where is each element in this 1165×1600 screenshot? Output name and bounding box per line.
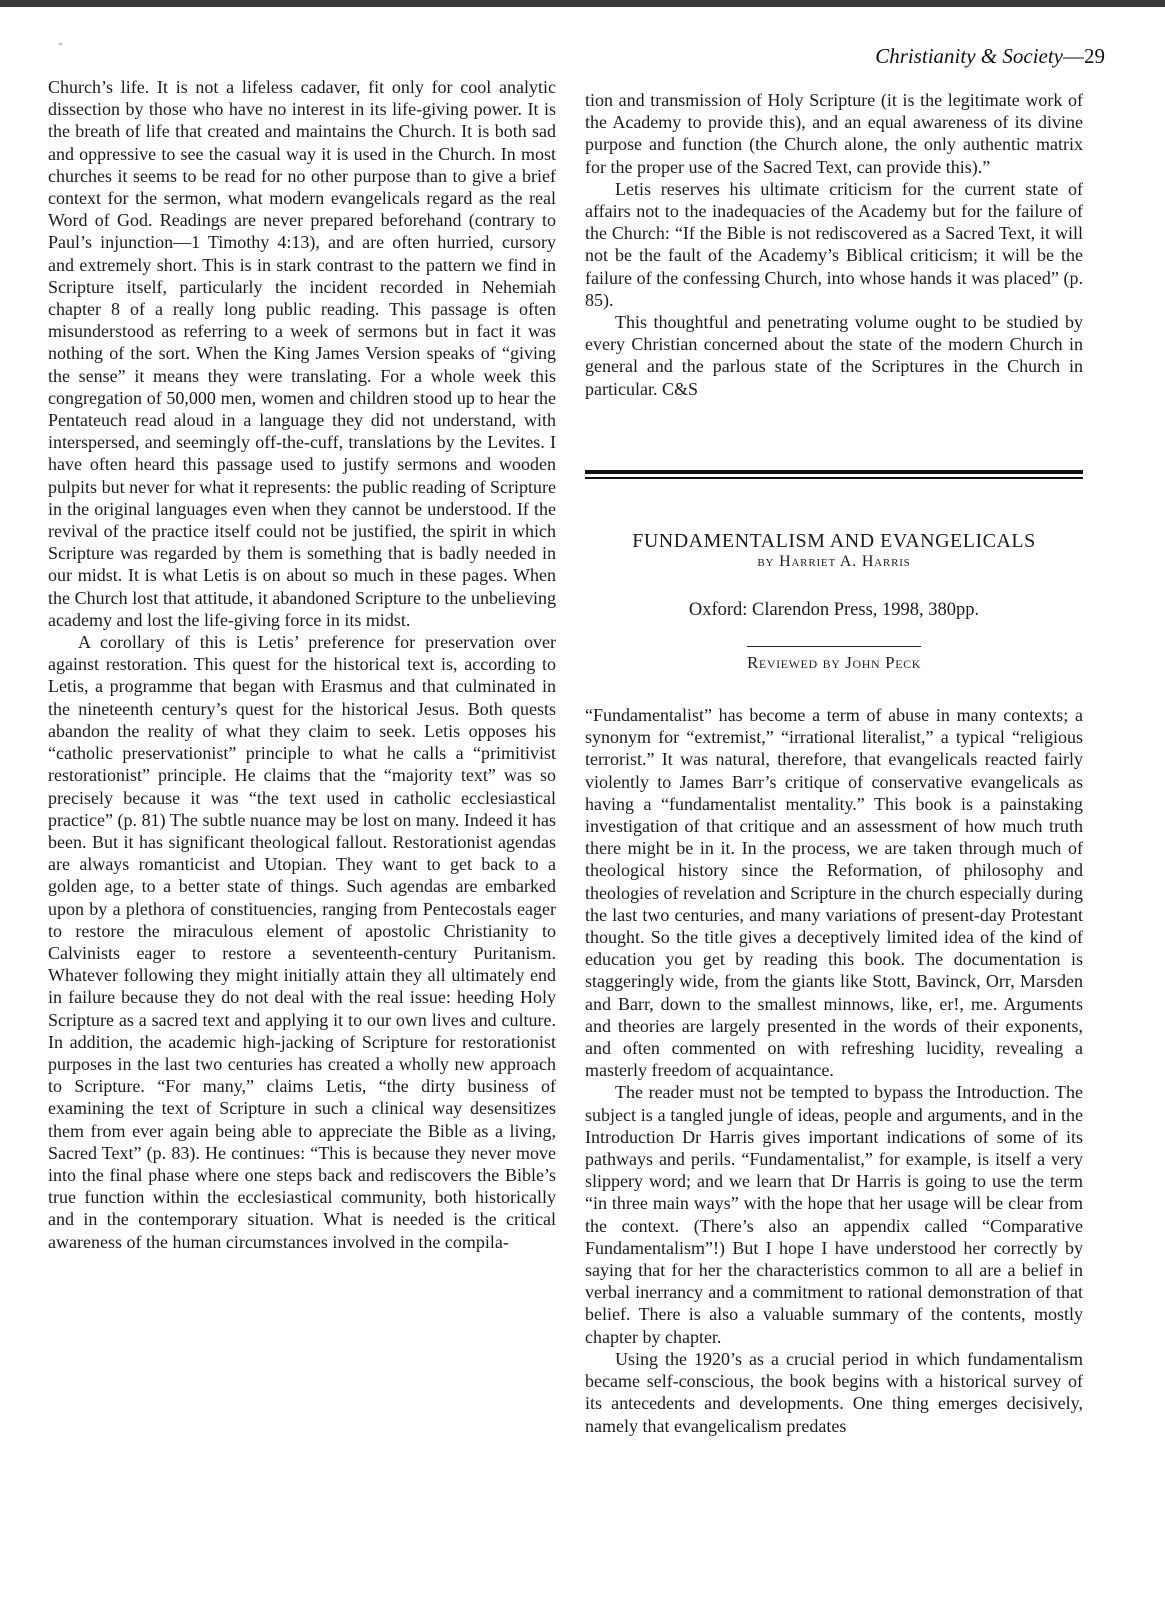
- right-column-top: [585, 89, 1083, 400]
- reviewer-line: [585, 646, 1083, 673]
- page-top-edge: [0, 0, 1165, 7]
- paragraph: Letis reserves his ultimate criticism for the current state of affairs not to the inadequacies of the Academy but for the failure of the Church: “If the Bible is not rediscovered as a Sacred Text, it will not be the fault of the Academy’s Biblical criticism; it will be the failure of the confessing Church, into whose hands it was placed” (p. 85).: [585, 178, 1083, 310]
- scan-artifact: -: [58, 36, 63, 51]
- section-divider-thick: [585, 470, 1083, 474]
- book-author: by Harriet A. Harris: [757, 553, 911, 570]
- book-title: FUNDAMENTALISM AND EVANGELICALS: [632, 530, 1036, 552]
- paragraph: The reader must not be tempted to bypass the Introduction. The subject is a tangled jungle of ideas, people and arguments, and in the Introduction Dr Harris gives important indications of some of its pathways and perils. “Fundamentalist,” for example, is itself a very slippery word; and we learn that Dr Harris is going to use the term “in three main ways” with the hope that her usage will be clear from the context. (There’s also an appendix called “Comparative Fundamentalism”!) But I hope I have understood her correctly by saying that for her the characteristics common to all are a belief in verbal inerrancy and a commitment to rational demonstration of that belief. There is also a valuable summary of the contents, mostly chapter by chapter.: [585, 1082, 1083, 1347]
- paragraph: tion and transmission of Holy Scripture (it is the legitimate work of the Academy to provide this), and an equal awareness of its divine purpose and function (the Church alone, the only authentic matrix for the proper use of the Sacred Text, can provide this).”: [585, 90, 1083, 177]
- reviewer-name: Reviewed by John Peck: [747, 646, 921, 673]
- paragraph: This thoughtful and penetrating volume ought to be studied by every Christian concerned about the state of the modern Church in general and the parlous state of the Scriptures in the Church in particular. C&S: [585, 312, 1083, 399]
- left-column: [48, 76, 556, 1253]
- book-publication: Oxford: Clarendon Press, 1998, 380pp.: [688, 600, 980, 620]
- page-number: —29: [1063, 44, 1105, 68]
- section-divider-thin: [585, 477, 1083, 479]
- paragraph: A corollary of this is Letis’ preference for preservation over against restoration. This quest for the historical text is, according to Letis, a programme that began with Erasmus and that culminated in the nineteenth century’s quest for the historical Jesus. Both quests abandon the reality of what they claim to seek. Letis opposes his “catholic preservationist” principle to what he calls a “primitivist restorationist” principle. He claims that the “majority text” was so precisely because it was “the text used in catholic ecclesiastical practice” (p. 81) The subtle nuance may be lost on many. Indeed it has been. But it has significant theological fallout. Restorationist agendas are always romanticist and Utopian. They want to get back to a golden age, to a better state of things. Such agendas are embarked upon by a plethora of constituencies, ranging from Pentecostals eager to restore the miraculous element of apostolic Christianity to Calvinists eager to restore a seventeenth-century Puritanism. Whatever following they might initially attain they all ultimately end in failure because they do not deal with the real issue: heeding Holy Scripture as a sacred text and applying it to our own lives and culture. In addition, the academic high-jacking of Scripture for restorationist purposes in the last two centuries has created a wholly new approach to Scripture. “For many,” claims Letis, “the dirty business of examining the text of Scripture in such a clinical way desensitizes them from ever again being able to appreciate the Bible as a living, Sacred Text” (p. 83). He continues: “This is because they never move into the final phase where one steps back and rediscovers the Bible’s true function within the ecclesiastical community, both historically and in the contemporary situation. What is needed is the critical awareness of the human circumstances involved in the compila-: [48, 632, 556, 1252]
- paragraph: Church’s life. It is not a lifeless cadaver, fit only for cool analytic dissection by those who have no interest in its life-giving power. It is the breath of life that created and maintains the Church. It is both sad and oppressive to see the casual way it is used in the Church. In most churches it seems to be read for no other purpose than to give a brief context for the sermon, what modern evangelicals regard as the real Word of God. Readings are never prepared beforehand (contrary to Paul’s injunction—1 Timothy 4:13), and are often hurried, cursory and extremely short. This is in stark contrast to the pattern we find in Scripture itself, particularly the incident recorded in Nehemiah chapter 8 of a really long public reading. This passage is often misunderstood as referring to a week of sermons but in fact it was nothing of the sort. When the King James Version speaks of “giving the sense” it means they were translating. For a whole week this congregation of 50,000 men, women and children stood up to hear the Pentateuch read aloud in a language they did not understand, with interspersed, and seemingly off-the-cuff, translations by the Levites. I have often heard this passage used to justify sermons and wooden pulpits but never for what it represents: the public reading of Scripture in the original languages even when they cannot be understood. If the revival of the practice itself could not be justified, the spirit in which Scripture was regarded by them is something that is badly needed in our midst. It is what Letis is on about so much in these pages. When the Church lost that attitude, it abandoned Scripture to the unbelieving academy and lost the life-giving force in its midst.: [48, 77, 556, 630]
- running-head: [875, 44, 1105, 69]
- right-column-body: [585, 704, 1083, 1437]
- journal-title: Christianity & Society: [875, 44, 1063, 68]
- paragraph: “Fundamentalist” has become a term of abuse in many contexts; a synonym for “extremist,” “irrational literalist,” a typical “religious terrorist.” It was natural, therefore, that evangelicals reacted fairly violently to James Barr’s critique of conservative evangelicals as having a “fundamentalist mentality.” This book is a painstaking investigation of that critique and an assessment of how much truth there might be in it. In the process, we are taken through much of theological history since the Reformation, of philosophy and theologies of revelation and Scripture in the church especially during the last two centuries, and many variations of present-day Protestant thought. So the title gives a deceptively limited idea of the kind of education you get by reading this book. The documentation is staggeringly wide, from the giants like Stott, Bavinck, Orr, Marsden and Barr, down to the smallest minnows, like, er!, me. Arguments and theories are largely presented in the words of their exponents, and often commented on with refreshing lucidity, revealing a masterly freedom of acquaintance.: [585, 705, 1083, 1081]
- paragraph: Using the 1920’s as a crucial period in which fundamentalism became self-conscious, the book begins with a historical survey of its antecedents and developments. One thing emerges decisively, namely that evangelicalism predates: [585, 1348, 1083, 1436]
